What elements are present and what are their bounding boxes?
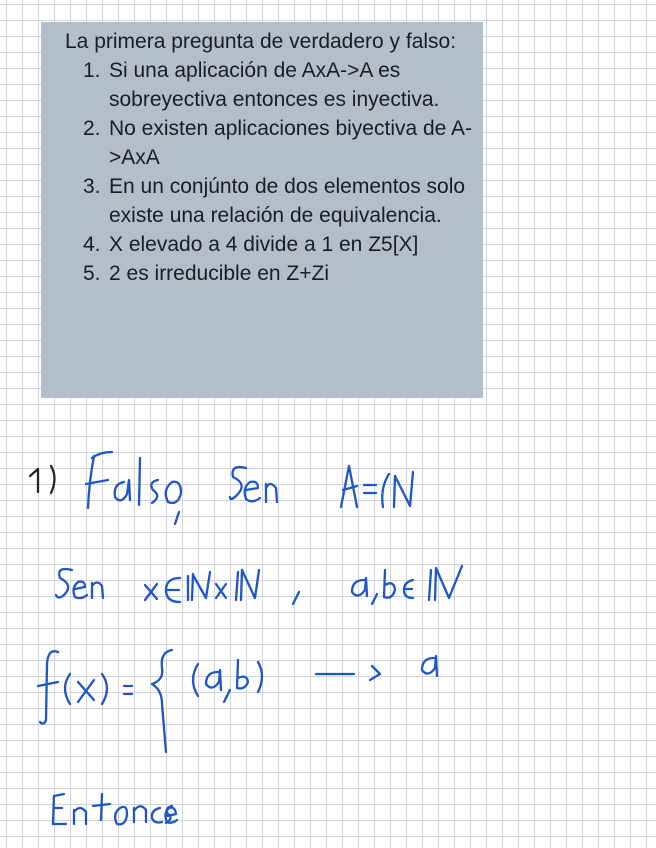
question-item-5 bbox=[65, 259, 477, 288]
question-number: 4. bbox=[83, 233, 101, 256]
question-list bbox=[65, 56, 477, 288]
question-card bbox=[41, 22, 483, 398]
question-number: 3. bbox=[83, 175, 101, 198]
question-text: En un conjúnto de dos elementos solo existe una relación de equivalencia. bbox=[109, 175, 466, 227]
question-item-4 bbox=[65, 230, 477, 259]
handwritten-line-1 bbox=[30, 452, 413, 524]
handwritten-line-3 bbox=[38, 650, 437, 752]
question-text: 2 es irreducible en Z+Zi bbox=[109, 262, 330, 285]
handwritten-answer bbox=[0, 430, 656, 848]
handwritten-line-4 bbox=[53, 794, 177, 824]
handwritten-line-2 bbox=[56, 566, 462, 604]
question-text: X elevado a 4 divide a 1 en Z5[X] bbox=[109, 233, 419, 256]
question-number: 2. bbox=[83, 117, 101, 140]
question-number: 5. bbox=[83, 262, 101, 285]
question-text: Si una aplicación de AxA->A es sobreyectiva entonces es inyectiva. bbox=[109, 59, 440, 111]
question-item-3 bbox=[65, 172, 477, 230]
question-item-1 bbox=[65, 56, 477, 114]
question-item-2 bbox=[65, 114, 477, 172]
question-intro: La primera pregunta de verdadero y falso: bbox=[65, 30, 457, 53]
question-text: No existen aplicaciones biyectiva de A->AxA bbox=[109, 117, 473, 169]
question-number: 1. bbox=[83, 59, 101, 82]
